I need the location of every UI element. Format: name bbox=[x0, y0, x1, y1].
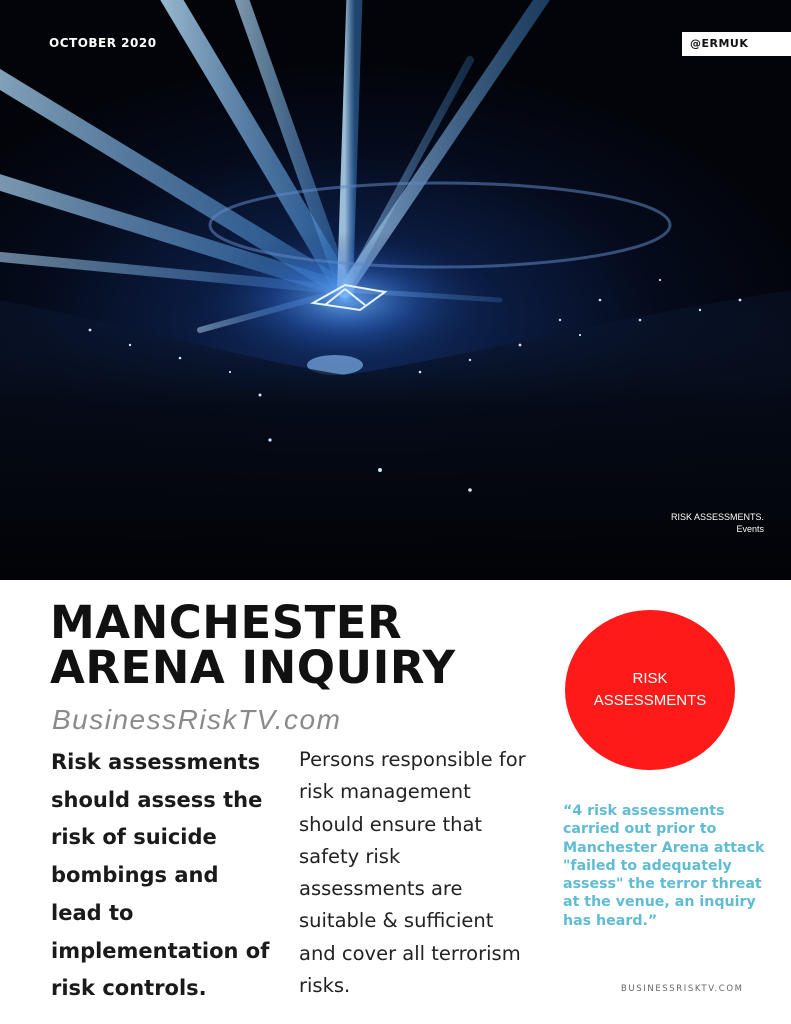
badge-line-1: RISK bbox=[632, 670, 668, 687]
topic-badge bbox=[565, 610, 735, 770]
site-name: BusinessRiskTV.com bbox=[52, 704, 342, 735]
topic-badge-label bbox=[585, 668, 715, 712]
caption-line-2: Events bbox=[736, 524, 764, 534]
caption-line-1: RISK ASSESSMENTS. bbox=[670, 512, 764, 522]
body-paragraph: Persons responsible for risk management should ensure that safety risk assessments are suitable & sufficient and cover all terrorism risks. bbox=[299, 748, 526, 998]
lead-paragraph: Risk assessments should assess the risk of suicide bombings and lead to implementation of risk controls. bbox=[51, 750, 270, 1001]
article-title bbox=[50, 596, 570, 694]
badge-line-2: ASSESSMENTS bbox=[593, 692, 707, 709]
pull-quote: “4 risk assessments carried out prior to Manchester Arena attack "failed to adequately assess" the terror threat at the venue, an inquiry has heard.” bbox=[563, 803, 765, 929]
title-line-2: ARENA INQUIRY bbox=[50, 641, 456, 694]
footer-website: BUSINESSRISKTV.COM bbox=[621, 984, 744, 994]
social-handle: @ERMUK bbox=[682, 32, 791, 56]
title-line-1: MANCHESTER bbox=[50, 596, 403, 649]
issue-date: OCTOBER 2020 bbox=[49, 36, 157, 50]
photo-caption bbox=[671, 511, 764, 535]
